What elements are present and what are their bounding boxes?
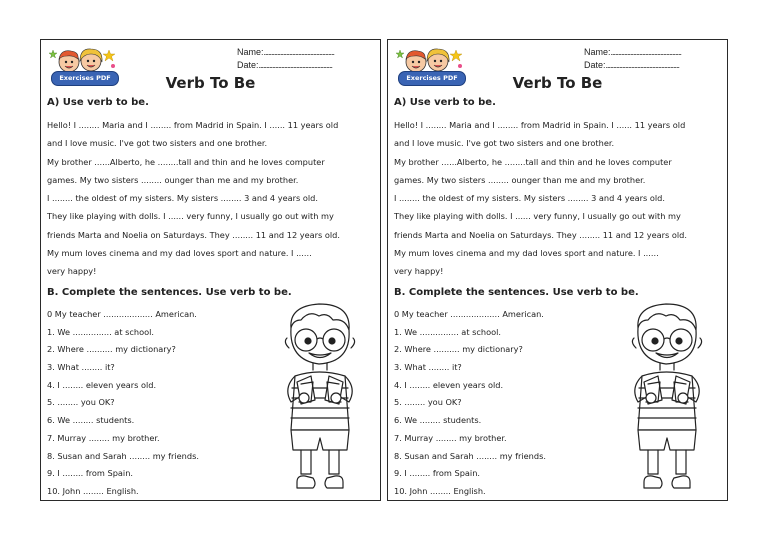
- exercise-item: 8. Susan and Sarah ........ my friends.: [47, 450, 199, 461]
- exercise-item: 3. What ........ it?: [394, 362, 462, 373]
- exercise-item: 0 My teacher ................... American.: [394, 309, 544, 319]
- exercise-item: 1. We ............... at school.: [47, 326, 154, 337]
- paragraph-line: My brother ......Alberto, he ........tall and thin and he loves computer: [47, 156, 325, 167]
- paragraph-line: Hello! I ........ Maria and I ........ from Madrid in Spain. I ...... 11 years old: [47, 120, 339, 130]
- paragraph-line: My brother ......Alberto, he ........tall and thin and he loves computer: [394, 156, 672, 167]
- exercise-item: 2. Where .......... my dictionary?: [47, 344, 176, 355]
- exercise-item: 3. What ........ it?: [47, 362, 115, 373]
- exercise-item: 4. I ........ eleven years old.: [394, 379, 504, 390]
- paragraph-line: friends Marta and Noelia on Saturdays. They ........ 11 and 12 years old.: [47, 229, 340, 240]
- paragraph-line: They like playing with dolls. I ...... very funny, I usually go out with my: [47, 211, 334, 222]
- paragraph-line: games. My two sisters ........ ounger than me and my brother.: [47, 174, 299, 185]
- paragraph-line: and I love music. I've got two sisters and one brother.: [47, 138, 268, 149]
- section-b-heading: B. Complete the sentences. Use verb to be.: [394, 287, 639, 298]
- paragraph-line: Hello! I ........ Maria and I ........ from Madrid in Spain. I ...... 11 years old: [394, 120, 686, 130]
- exercise-item: 9. I ........ from Spain.: [47, 468, 133, 479]
- section-b-list: [47, 306, 199, 501]
- paragraph-line: very happy!: [47, 266, 97, 277]
- exercise-item: 2. Where .......... my dictionary?: [394, 344, 523, 355]
- paragraph-line: games. My two sisters ........ ounger than me and my brother.: [394, 174, 646, 185]
- exercise-item: 7. Murray ........ my brother.: [394, 432, 507, 443]
- paragraph-line: very happy!: [394, 266, 444, 277]
- exercise-item: 5. ........ you OK?: [394, 397, 462, 408]
- page-title: Verb To Be: [512, 74, 603, 92]
- paragraph-line: and I love music. I've got two sisters and one brother.: [394, 138, 615, 149]
- section-b-list: [394, 306, 546, 501]
- exercise-item: 1. We ............... at school.: [394, 326, 501, 337]
- exercise-item: 10. John ........ English.: [394, 485, 486, 496]
- worksheet-1: [40, 39, 381, 501]
- section-a-paragraph: [47, 116, 377, 281]
- section-a-heading: A) Use verb to be.: [47, 97, 149, 108]
- exercise-item: 0 My teacher ................... American.: [47, 309, 197, 319]
- worksheet-2: [387, 39, 728, 501]
- paragraph-line: friends Marta and Noelia on Saturdays. They ........ 11 and 12 years old.: [394, 229, 687, 240]
- exercise-item: 6. We ........ students.: [394, 415, 482, 426]
- name-field: Name:...............................................: [237, 47, 335, 57]
- page-title: Verb To Be: [165, 74, 256, 92]
- exercise-item: 7. Murray ........ my brother.: [47, 432, 160, 443]
- boy-with-cards-illustration: [261, 298, 381, 498]
- exercise-item: 6. We ........ students.: [47, 415, 135, 426]
- logo-text: Exercises PDF: [51, 71, 119, 86]
- paragraph-line: I ........ the oldest of my sisters. My sisters ........ 3 and 4 years old.: [394, 193, 665, 204]
- paragraph-line: They like playing with dolls. I ...... very funny, I usually go out with my: [394, 211, 681, 222]
- boy-with-cards-illustration: [608, 298, 728, 498]
- exercise-item: 9. I ........ from Spain.: [394, 468, 480, 479]
- name-field: Name:...............................................: [584, 47, 682, 57]
- section-a-paragraph: [394, 116, 724, 281]
- exercise-item: 8. Susan and Sarah ........ my friends.: [394, 450, 546, 461]
- paragraph-line: I ........ the oldest of my sisters. My sisters ........ 3 and 4 years old.: [47, 193, 318, 204]
- date-field: Date:.................................................: [584, 60, 680, 70]
- logo-text: Exercises PDF: [398, 71, 466, 86]
- exercise-item: 10. John ........ English.: [47, 485, 139, 496]
- section-b-heading: B. Complete the sentences. Use verb to be.: [47, 287, 292, 298]
- paragraph-line: My mum loves cinema and my dad loves sport and nature. I ......: [47, 248, 312, 259]
- section-a-heading: A) Use verb to be.: [394, 97, 496, 108]
- date-field: Date:.................................................: [237, 60, 333, 70]
- paragraph-line: My mum loves cinema and my dad loves sport and nature. I ......: [394, 248, 659, 259]
- exercise-item: 4. I ........ eleven years old.: [47, 379, 157, 390]
- exercise-item: 5. ........ you OK?: [47, 397, 115, 408]
